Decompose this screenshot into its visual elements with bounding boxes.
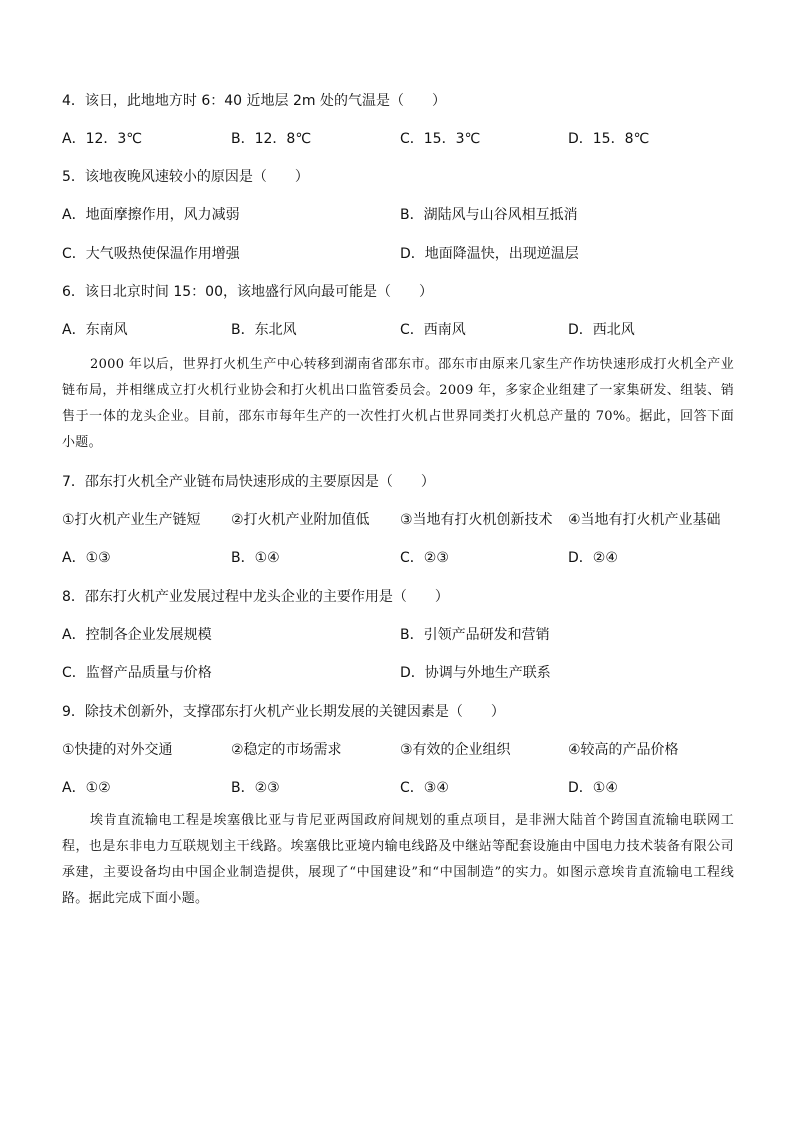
q8-option-c: C．监督产品质量与价格 xyxy=(62,665,212,681)
q7-statement-2: ②打火机产业附加值低 xyxy=(231,512,370,528)
q8-option-d: D．协调与外地生产联系 xyxy=(400,665,551,681)
q9-statement-4: ④较高的产品价格 xyxy=(568,742,679,758)
question-5-stem: 5．该地夜晚风速较小的原因是（ ） xyxy=(62,169,309,185)
q5-option-c: C．大气吸热使保温作用增强 xyxy=(62,246,240,262)
q4-option-d: D．15．8℃ xyxy=(568,131,650,147)
q6-option-a: A．东南风 xyxy=(62,322,128,338)
q9-statement-3: ③有效的企业组织 xyxy=(400,742,511,758)
question-6-stem: 6．该日北京时间 15：00，该地盛行风向最可能是（ ） xyxy=(62,284,433,300)
q7-option-c: C．②③ xyxy=(400,550,449,566)
q9-option-b: B．②③ xyxy=(231,780,280,796)
q9-statement-1: ①快捷的对外交通 xyxy=(62,742,173,758)
question-7-stem: 7．邵东打火机全产业链布局快速形成的主要原因是（ ） xyxy=(62,474,435,490)
q4-option-b: B．12．8℃ xyxy=(231,131,312,147)
q7-option-b: B．①④ xyxy=(231,550,280,566)
q7-option-d: D．②④ xyxy=(568,550,618,566)
q7-option-a: A．①③ xyxy=(62,550,111,566)
q4-option-a: A．12．3℃ xyxy=(62,131,143,147)
q9-statement-2: ②稳定的市场需求 xyxy=(231,742,342,758)
q9-option-c: C．③④ xyxy=(400,780,449,796)
q8-option-b: B．引领产品研发和营销 xyxy=(400,627,550,643)
q8-option-a: A．控制各企业发展规模 xyxy=(62,627,212,643)
q4-option-c: C．15．3℃ xyxy=(400,131,481,147)
q9-option-d: D．①④ xyxy=(568,780,618,796)
q5-option-d: D．地面降温快，出现逆温层 xyxy=(400,246,579,262)
q6-option-b: B．东北风 xyxy=(231,322,297,338)
q7-statement-1: ①打火机产业生产链短 xyxy=(62,512,201,528)
q7-statement-3: ③当地有打火机创新技术 xyxy=(400,512,553,528)
question-4-stem: 4．该日，此地地方时 6：40 近地层 2m 处的气温是（ ） xyxy=(62,93,446,109)
q7-statement-4: ④当地有打火机产业基础 xyxy=(568,512,721,528)
q6-option-c: C．西南风 xyxy=(400,322,466,338)
q9-option-a: A．①② xyxy=(62,780,111,796)
passage-lighter: 2000 年以后，世界打火机生产中心转移到湖南省邵东市。邵东市由原来几家生产作坊快速形成打火机全产业链布局，并相继成立打火机行业协会和打火机出口监管委员会。2009 年，多家企业组建了一家集研发、组装、销售于一体的龙头企业。目前，邵东市每年生产的一次性打火机占世界同类打火机总产量的 70%。据此，回答下面小题。 xyxy=(62,357,734,450)
q6-option-d: D．西北风 xyxy=(568,322,635,338)
q5-option-a: A．地面摩擦作用，风力减弱 xyxy=(62,207,240,223)
question-8-stem: 8．邵东打火机产业发展过程中龙头企业的主要作用是（ ） xyxy=(62,589,449,605)
question-9-stem: 9．除技术创新外，支撑邵东打火机产业长期发展的关键因素是（ ） xyxy=(62,704,505,720)
q5-option-b: B．湖陆风与山谷风相互抵消 xyxy=(400,207,578,223)
passage-power-line: 埃肯直流输电工程是埃塞俄比亚与肯尼亚两国政府间规划的重点项目，是非洲大陆首个跨国直流输电联网工程，也是东非电力互联规划主干线路。埃塞俄比亚境内输电线路及中继站等配套设施由中国电力技术装备有限公司承建，主要设备均由中国企业制造提供，展现了“中国建设”和“中国制造”的实力。如图示意埃肯直流输电工程线路。据此完成下面小题。 xyxy=(62,813,734,906)
